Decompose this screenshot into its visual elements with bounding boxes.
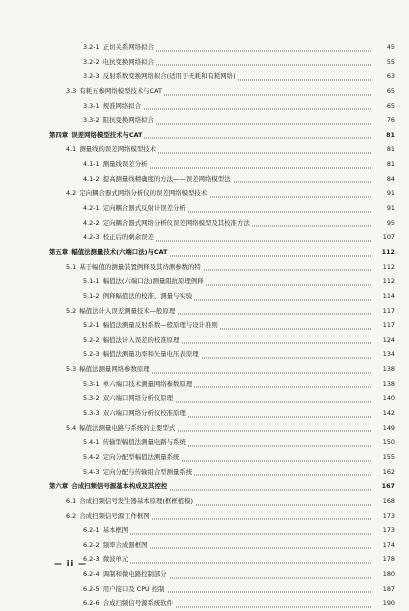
toc-title: 微波单元 [102,555,129,564]
toc-number: 4.2-3 [83,233,100,242]
toc-number: 4.2 [66,189,77,198]
toc-number: 6.1 [66,496,77,505]
toc-title: 规准网络拟合 [102,101,142,110]
toc-number: 6.2-4 [83,570,100,579]
toc-number: 4.1 [66,145,77,154]
toc-title: 双六端口网络分析仪原理 [102,394,174,403]
toc-title: 合成扫频信号源系统软件 [102,599,174,608]
toc-title: 例释幅值法的校准、测量与实验 [102,291,193,300]
toc-title: 有耗五参网络模型技术与CAT [79,86,162,95]
toc-title: 合成扫频信号源基本构成及其控控 [71,482,168,491]
toc-page-number: 63 [371,69,395,84]
toc-title: 基本框图 [102,526,129,535]
toc-page-number: 150 [371,435,395,450]
toc-title: 测量线的误差网络模型技术 [79,145,157,154]
toc-title: 幅值法测量反射系数—般原理与设计准则 [102,321,218,330]
toc-number: 3.2-1 [83,43,100,51]
toc-number: 第五章 [49,247,69,256]
toc-page-number: 107 [371,230,395,245]
toc-page-number: 138 [371,377,395,392]
toc-page-number: 114 [371,289,395,304]
toc-number: 5.2 [66,306,77,315]
toc-page-number: 55 [371,55,395,70]
toc-number: 5.3-2 [83,394,100,403]
toc-page-number: 173 [371,523,395,538]
toc-page-number: 91 [371,201,395,216]
toc-number: 5.3-3 [83,409,100,418]
toc-title: 幅值法测量网络参数原理 [79,365,150,374]
toc-page-number: 168 [371,494,395,509]
toc-title: 校正后的剩余误差 [102,233,154,242]
toc-number: 5.2-2 [83,335,100,344]
toc-number: 6.2-6 [83,599,100,608]
toc-page-number: 162 [371,465,395,480]
toc-number: 3.2-3 [83,72,100,81]
toc-title: 幅值法(六端口法)测量阻抗原理例释 [102,277,204,286]
toc-number: 5.2-1 [83,321,100,330]
toc-number: 4.2-1 [83,204,100,213]
toc-page-number: 134 [371,347,395,362]
toc-title: 反射系数变换网络拟合(适用于无耗和有耗网络) [102,72,236,81]
toc-title: 双六端口网络分析仪校准原理 [102,409,186,418]
toc-page-number: 140 [371,391,395,406]
toc-title: 定向耦合器式网络分析仪误差网络模型及其校准方法 [102,218,250,227]
toc-title: 幅值法计入误差的校准原理 [102,335,180,344]
toc-number: 5.1 [66,262,77,271]
toc-title: 幅值法测量技术(六端口法)与CAT [71,247,168,256]
toc-page-number: 174 [371,538,395,553]
toc-title: 基于幅值的测量装置例释及其待测参数的特 [79,262,201,271]
toc-subsection[interactable] [0,596,409,611]
toc-page-number: 167 [371,479,395,494]
toc-page-number: 173 [371,509,395,524]
table-of-contents [0,40,409,611]
toc-page-number: 45 [371,40,395,55]
toc-number: 5.1-2 [83,291,100,300]
toc-number: 5.4-1 [83,438,100,447]
toc-title: 定向耦合器式反射计误差分析 [102,204,186,213]
toc-page-number: 180 [371,567,395,582]
toc-number: 3.3-2 [83,116,100,125]
toc-page-number: 81 [371,142,395,157]
toc-title: 幅值法测量电路与系统的主要型式 [79,423,176,432]
toc-title: 定向分配与传输组合型测量系统 [102,467,193,476]
toc-title: 阻抗变换网络拟合 [102,116,154,125]
page-number: — ii — [54,559,88,568]
toc-page-number: 117 [371,304,395,319]
toc-title: 电抗变换网络拟合 [102,57,154,66]
toc-title: 误差网络模型技术与CAT [71,130,143,139]
toc-title: 测量线误差分析 [102,160,148,169]
toc-page-number: 138 [371,362,395,377]
toc-page-number: 178 [371,552,395,567]
toc-title: 传输型幅值法测量电路与系统 [102,438,186,447]
toc-number: 5.4 [66,423,77,432]
toc-number: 6.2-1 [83,526,100,535]
toc-number: 3.3-1 [83,101,100,110]
toc-title: 提高测量线精确度的方法——误差网络模型法 [102,174,231,183]
toc-page-number: 124 [371,333,395,348]
toc-number: 3.2-2 [83,57,100,66]
toc-number: 6.2-3 [83,555,100,564]
toc-page-number: 190 [371,596,395,611]
toc-title: 单六端口技术测量网络参数原理 [102,379,193,388]
toc-title: 频率合成器框图 [102,540,148,549]
toc-title: 用户接口及 CPU 控制 [102,584,165,593]
toc-number: 第六章 [49,482,69,491]
toc-page-number: 84 [371,172,395,187]
toc-number: 5.2-3 [83,350,100,359]
toc-title: 幅值法计入误差测量技术—般原理 [79,306,176,315]
toc-number: 5.4-3 [83,467,100,476]
toc-page-number: 112 [371,245,395,260]
toc-number: 5.1-1 [83,277,100,286]
toc-page-number: 81 [371,128,395,143]
toc-page-number: 149 [371,421,395,436]
toc-title: 幅值法测量功率和矢量电压表原理 [102,350,199,359]
toc-page-number: 65 [371,99,395,114]
toc-title: 合成扫频信号源工作框图 [79,511,150,520]
toc-number: 4.2-2 [83,218,100,227]
toc-title: 定向耦合器式网络分析仪的误差网络模型技术 [79,189,208,198]
toc-title: 正切关系网络拟合 [102,43,154,51]
toc-page-number: 95 [371,216,395,231]
toc-page-number: 76 [371,113,395,128]
toc-page-number: 142 [371,406,395,421]
toc-title: 调制和微电路控制部分 [102,570,167,579]
toc-page-number: 155 [371,450,395,465]
toc-number: 4.1-1 [83,160,100,169]
toc-number: 5.3-1 [83,379,100,388]
toc-number: 6.2-5 [83,584,100,593]
toc-title: 定向分配型幅值法测量系统 [102,452,180,461]
toc-title: 合成扫频信号发生器基本原理(框框植模) [79,496,194,505]
toc-number: 6.2 [66,511,77,520]
toc-page-number: 112 [371,274,395,289]
toc-number: 3.3 [66,86,77,95]
toc-page-number: 187 [371,582,395,597]
toc-page-number: 112 [371,260,395,275]
toc-page-number: 65 [371,84,395,99]
toc-page-number: 117 [371,318,395,333]
toc-number: 5.3 [66,365,77,374]
toc-number: 6.2-2 [83,540,100,549]
toc-page-number: 91 [371,186,395,201]
toc-page-number: 81 [371,157,395,172]
toc-number: 4.1-2 [83,174,100,183]
toc-number: 第四章 [49,130,69,139]
toc-number: 5.4-2 [83,452,100,461]
